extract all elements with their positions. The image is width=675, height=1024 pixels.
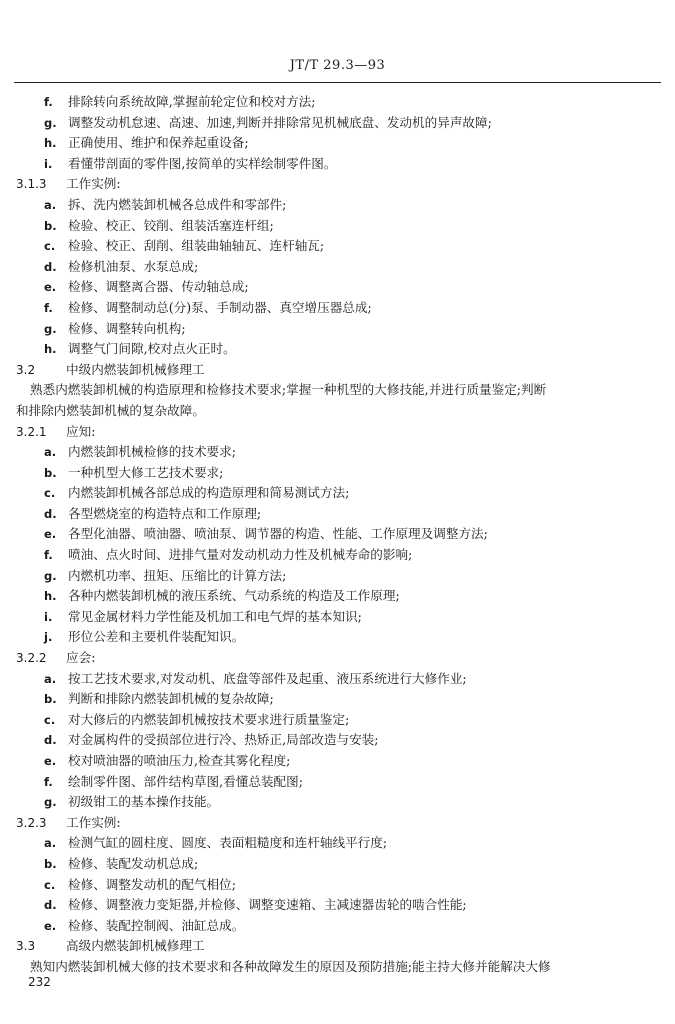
list-item bbox=[0, 483, 675, 504]
section-title: 工作实例: bbox=[66, 176, 121, 192]
list-item-label: b. bbox=[44, 692, 57, 707]
list-item-text: 检验、校正、刮削、组装曲轴轴瓦、连杆轴瓦; bbox=[68, 238, 325, 254]
header-rule bbox=[14, 82, 661, 83]
list-item bbox=[0, 689, 675, 710]
list-item-label: b. bbox=[44, 465, 57, 480]
list-item bbox=[0, 339, 675, 360]
paragraph-line bbox=[0, 380, 675, 401]
list-item-text: 内燃机功率、扭矩、压缩比的计算方法; bbox=[68, 567, 287, 583]
list-item-text: 常见金属材料力学性能及机加工和电气焊的基本知识; bbox=[68, 608, 362, 624]
section-heading bbox=[0, 936, 675, 957]
list-item-text: 检验、校正、铰削、组装活塞连杆组; bbox=[68, 217, 274, 233]
list-item-label: d. bbox=[44, 506, 57, 521]
list-item bbox=[0, 216, 675, 237]
list-item-label: g. bbox=[44, 568, 57, 583]
list-item-text: 检修、调整发动机的配气相位; bbox=[68, 876, 236, 892]
list-item bbox=[0, 875, 675, 896]
paragraph-text: 熟悉内燃装卸机械的构造原理和检修技术要求;掌握一种机型的大修技能,并进行质量鉴定;判断 bbox=[30, 382, 547, 398]
list-item-label: a. bbox=[44, 671, 57, 686]
list-item-text: 检修、装配发动机总成; bbox=[68, 855, 199, 871]
list-item bbox=[0, 566, 675, 587]
section-title: 工作实例: bbox=[66, 814, 121, 830]
list-item-text: 检测气缸的圆柱度、圆度、表面粗糙度和连杆轴线平行度; bbox=[68, 835, 388, 851]
list-item bbox=[0, 319, 675, 340]
list-item-text: 检修、调整转向机构; bbox=[68, 320, 186, 336]
list-item-text: 调整气门间隙,校对点火正时。 bbox=[68, 341, 236, 357]
list-item-label: c. bbox=[44, 712, 56, 727]
list-item-text: 检修机油泵、水泵总成; bbox=[68, 258, 199, 274]
list-item-text: 检修、装配控制阀、油缸总成。 bbox=[68, 917, 245, 933]
list-item-label: e. bbox=[44, 280, 57, 295]
list-item-label: c. bbox=[44, 877, 56, 892]
list-item-label: g. bbox=[44, 795, 57, 810]
list-item-label: f. bbox=[44, 300, 53, 315]
list-item-label: a. bbox=[44, 836, 57, 851]
list-item-text: 检修、调整离合器、传动轴总成; bbox=[68, 279, 249, 295]
list-item-label: a. bbox=[44, 445, 57, 460]
list-item-text: 排除转向系统故障,掌握前轮定位和校对方法; bbox=[68, 94, 316, 109]
list-item-label: i. bbox=[44, 156, 53, 171]
list-item bbox=[0, 195, 675, 216]
list-item-label: a. bbox=[44, 197, 57, 212]
section-title: 高级内燃装卸机械修理工 bbox=[66, 938, 205, 954]
standard-code-header: JT/T 29.3—93 bbox=[289, 58, 386, 73]
section-heading bbox=[0, 648, 675, 669]
section-number: 3.3 bbox=[16, 939, 36, 954]
list-item bbox=[0, 627, 675, 648]
list-item bbox=[0, 298, 675, 319]
list-item-label: b. bbox=[44, 218, 57, 233]
list-item-text: 形位公差和主要机件装配知识。 bbox=[68, 629, 245, 645]
list-item-label: d. bbox=[44, 898, 57, 913]
list-item-text: 按工艺技术要求,对发动机、底盘等部件及起重、液压系统进行大修作业; bbox=[68, 670, 467, 686]
list-item bbox=[0, 92, 675, 113]
list-item bbox=[0, 236, 675, 257]
list-item-label: h. bbox=[44, 589, 57, 604]
list-item bbox=[0, 916, 675, 937]
list-item bbox=[0, 133, 675, 154]
list-item bbox=[0, 545, 675, 566]
list-item bbox=[0, 607, 675, 628]
list-item-text: 内燃装卸机械检修的技术要求; bbox=[68, 444, 236, 460]
section-heading bbox=[0, 174, 675, 195]
list-item-text: 看懂带剖面的零件图,按简单的实样绘制零件图。 bbox=[68, 155, 337, 171]
list-item bbox=[0, 772, 675, 793]
paragraph-line bbox=[0, 957, 675, 978]
paragraph-text: 和排除内燃装卸机械的复杂故障。 bbox=[16, 402, 205, 418]
list-item-text: 绘制零件图、部件结构草图,看懂总装配图; bbox=[68, 773, 303, 789]
section-number: 3.2.1 bbox=[16, 424, 47, 439]
list-item-label: i. bbox=[44, 609, 53, 624]
list-item-label: j. bbox=[44, 630, 53, 645]
list-item-text: 拆、洗内燃装卸机械各总成件和零部件; bbox=[68, 196, 287, 212]
list-item-label: f. bbox=[44, 774, 53, 789]
section-heading bbox=[0, 813, 675, 834]
list-item-text: 判断和排除内燃装卸机械的复杂故障; bbox=[68, 691, 274, 707]
section-number: 3.2.2 bbox=[16, 651, 47, 666]
list-item bbox=[0, 463, 675, 484]
list-item-label: h. bbox=[44, 136, 57, 151]
list-item bbox=[0, 669, 675, 690]
list-item-text: 各型化油器、喷油器、喷油泵、调节器的构造、性能、工作原理及调整方法; bbox=[68, 526, 488, 542]
page-number: 232 bbox=[28, 975, 51, 989]
list-item bbox=[0, 730, 675, 751]
list-item bbox=[0, 751, 675, 772]
list-item-label: h. bbox=[44, 342, 57, 357]
list-item-text: 对大修后的内燃装卸机械按技术要求进行质量鉴定; bbox=[68, 711, 350, 727]
list-item-text: 正确使用、维护和保养起重设备; bbox=[68, 135, 249, 151]
list-item-label: g. bbox=[44, 115, 57, 130]
list-item-text: 校对喷油器的喷油压力,检查其雾化程度; bbox=[68, 753, 291, 768]
list-item-text: 调整发动机怠速、高速、加速,判断并排除常见机械底盘、发动机的异声故障; bbox=[68, 114, 492, 130]
list-item-text: 一种机型大修工艺技术要求; bbox=[68, 464, 224, 480]
list-item-label: d. bbox=[44, 733, 57, 748]
list-item bbox=[0, 586, 675, 607]
section-heading bbox=[0, 422, 675, 443]
list-item-text: 检修、调整制动总(分)泵、手制动器、真空增压器总成; bbox=[68, 299, 372, 315]
list-item-label: c. bbox=[44, 239, 56, 254]
list-item bbox=[0, 442, 675, 463]
document-body bbox=[0, 92, 675, 978]
section-number: 3.2.3 bbox=[16, 815, 47, 830]
list-item-label: e. bbox=[44, 754, 57, 768]
list-item-label: e. bbox=[44, 527, 57, 542]
list-item bbox=[0, 504, 675, 525]
list-item-text: 对金属构件的受损部位进行冷、热矫正,局部改造与安装; bbox=[68, 732, 379, 748]
list-item bbox=[0, 524, 675, 545]
section-number: 3.2 bbox=[16, 362, 36, 377]
list-item bbox=[0, 113, 675, 134]
list-item-label: g. bbox=[44, 321, 57, 336]
list-item-text: 喷油、点火时间、进排气量对发动机动力性及机械寿命的影响; bbox=[68, 547, 413, 563]
list-item-label: f. bbox=[44, 548, 53, 563]
list-item bbox=[0, 854, 675, 875]
section-heading bbox=[0, 360, 675, 381]
list-item-label: f. bbox=[44, 95, 53, 109]
section-number: 3.1.3 bbox=[16, 177, 47, 192]
list-item bbox=[0, 277, 675, 298]
list-item-text: 初级钳工的基本操作技能。 bbox=[68, 794, 220, 810]
list-item bbox=[0, 833, 675, 854]
list-item bbox=[0, 710, 675, 731]
section-title: 中级内燃装卸机械修理工 bbox=[66, 361, 205, 377]
list-item-label: b. bbox=[44, 856, 57, 871]
list-item-text: 内燃装卸机械各部总成的构造原理和简易测试方法; bbox=[68, 485, 350, 501]
list-item-text: 检修、调整液力变矩器,并检修、调整变速箱、主减速器齿轮的啮合性能; bbox=[68, 897, 467, 913]
list-item bbox=[0, 792, 675, 813]
list-item-text: 各种内燃装卸机械的液压系统、气动系统的构造及工作原理; bbox=[68, 588, 400, 604]
list-item bbox=[0, 154, 675, 175]
list-item-label: d. bbox=[44, 259, 57, 274]
section-title: 应会: bbox=[66, 650, 96, 666]
list-item-label: e. bbox=[44, 918, 57, 933]
list-item-label: c. bbox=[44, 486, 56, 501]
list-item bbox=[0, 257, 675, 278]
section-title: 应知: bbox=[66, 423, 96, 439]
list-item-text: 各型燃烧室的构造特点和工作原理; bbox=[68, 505, 262, 521]
paragraph-line bbox=[0, 401, 675, 422]
paragraph-text: 熟知内燃装卸机械大修的技术要求和各种故障发生的原因及预防措施;能主持大修并能解决大修 bbox=[30, 958, 551, 974]
list-item bbox=[0, 895, 675, 916]
